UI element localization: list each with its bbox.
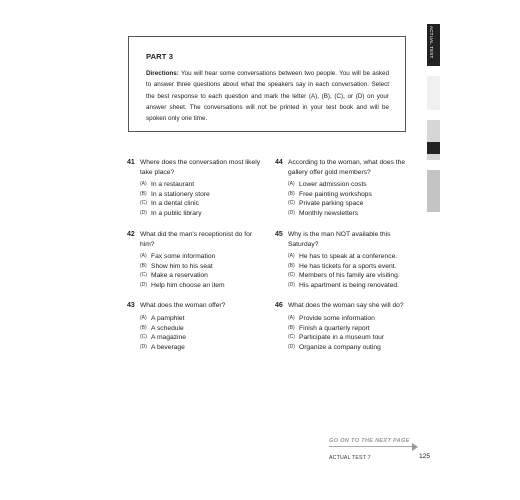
option-text: He has to speak at a conference. [299,253,398,260]
option-a[interactable] [288,179,372,189]
option-letter: (C) [288,200,295,207]
page-number: 125 [419,453,431,460]
option-text: A magazine [151,334,186,342]
options-list [140,313,186,352]
option-text: In a stationery store [151,190,210,198]
question-number: 46 [275,302,283,309]
question-text: Why is the man NOT available this Saturday? [288,231,391,249]
directions-box [128,36,406,132]
option-letter: (A) [288,315,295,321]
next-page-label: GO ON TO THE NEXT PAGE [329,438,410,444]
option-text: Participate in a museum tour [299,334,385,342]
option-letter: (A) [140,315,147,321]
option-text: He has tickets for a sports event. [299,262,397,270]
option-text: In a restaurant [151,181,195,188]
section-tab-2 [427,76,440,110]
option-letter: (B) [140,262,147,269]
option-b[interactable] [140,261,225,271]
question-text: Where does the conversation most likely take place? [140,159,261,177]
option-text: Provide some information [299,315,375,322]
section-tab-part3-marker [427,142,440,154]
question-text: According to the woman, what does the gallery offer gold members? [288,159,406,177]
options-list [288,313,384,352]
option-text: Private parking space [299,200,364,208]
option-text: Lower admission costs [299,181,367,188]
section-tab-label: ACTUAL TEST [429,26,434,59]
option-letter: (B) [288,324,295,331]
section-tab-5 [427,170,440,212]
option-d[interactable] [140,342,186,352]
option-b[interactable] [288,189,372,199]
section-tab-3 [427,120,440,142]
question-number: 43 [127,302,135,309]
option-letter: (A) [288,253,295,259]
next-page-rule [329,446,413,447]
option-text: A schedule [151,324,184,332]
directions-label: Directions: [146,70,179,77]
question-number: 41 [127,159,135,166]
option-c[interactable] [288,332,384,342]
question-number: 42 [127,231,135,238]
option-text: Make a reservation [151,272,208,280]
option-b[interactable] [140,323,186,333]
option-c[interactable] [140,198,210,208]
question-number: 45 [275,231,283,238]
option-c[interactable] [288,270,400,280]
option-c[interactable] [140,332,186,342]
option-letter: (B) [140,324,147,331]
option-text: Help him choose an item [151,282,225,290]
option-letter: (B) [288,262,295,269]
option-d[interactable] [288,280,400,290]
directions-body: You will hear some conversations between two people. You will be asked to answer three questions about what the speakers say in each conversation. Select the best response to each question and mark the letter (A), (B), (C), or (D) on your answer sheet. The conversations will not be printed in your test book and will be spoken only one time. [146,70,389,123]
option-letter: (D) [140,344,147,351]
option-letter: (B) [288,190,295,197]
question-number: 44 [275,159,283,166]
section-tab-label-wrap [428,24,439,64]
option-d[interactable] [140,280,225,290]
option-letter: (A) [140,253,147,259]
option-text: Members of his family are visiting. [299,272,400,280]
option-text: Organize a company outing [299,344,381,352]
options-list [288,251,400,290]
option-text: In a public library [151,210,202,218]
option-letter: (A) [140,181,147,187]
option-text: Finish a quarterly report [299,324,370,332]
option-letter: (D) [288,210,295,217]
option-letter: (C) [140,272,147,279]
option-text: A beverage [151,344,185,352]
arrow-right-icon [412,443,418,451]
option-letter: (C) [288,334,295,341]
option-letter: (B) [140,190,147,197]
option-text: His apartment is being renovated. [299,282,399,290]
option-text: Show him to his seat [151,262,213,270]
option-text: In a dental clinic [151,200,199,208]
option-a[interactable] [288,313,384,323]
option-b[interactable] [140,189,210,199]
option-letter: (D) [140,210,147,217]
option-letter: (D) [288,282,295,289]
option-d[interactable] [288,208,372,218]
option-a[interactable] [140,179,210,189]
option-a[interactable] [288,251,400,261]
option-letter: (D) [288,344,295,351]
question-text: What did the man's receptionist do for him? [140,231,253,249]
section-tab-4 [427,154,440,160]
option-text: A pamphlet [151,315,185,322]
option-d[interactable] [288,342,384,352]
option-c[interactable] [140,270,225,280]
option-b[interactable] [288,261,400,271]
options-list [288,179,372,218]
option-b[interactable] [288,323,384,333]
option-d[interactable] [140,208,210,218]
test-label: ACTUAL TEST 7 [329,455,371,461]
option-letter: (C) [288,272,295,279]
option-text: Monthly newsletters [299,210,359,218]
option-letter: (A) [288,181,295,187]
option-a[interactable] [140,251,225,261]
option-c[interactable] [288,198,372,208]
option-letter: (D) [140,282,147,289]
option-a[interactable] [140,313,186,323]
part-title: PART 3 [146,52,174,61]
option-text: Free painting workshops [299,190,372,198]
directions-text [146,68,389,124]
options-list [140,251,225,290]
options-list [140,179,210,218]
option-text: Fax some information [151,253,216,260]
option-letter: (C) [140,200,147,207]
question-text: What does the woman offer? [140,302,226,309]
question-text: What does the woman say she will do? [288,302,404,309]
option-letter: (C) [140,334,147,341]
